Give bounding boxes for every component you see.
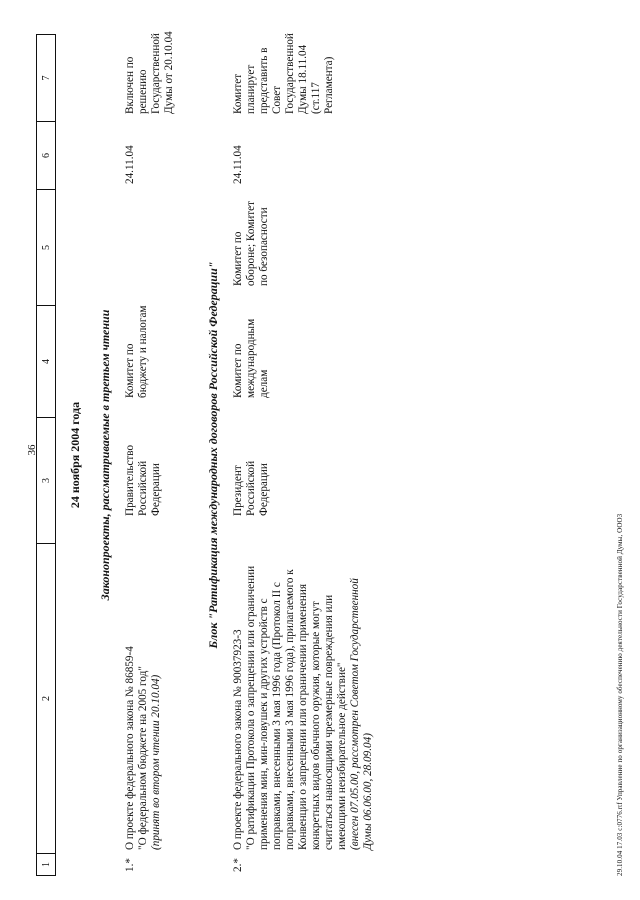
section-title-ratification: Блок "Ратификация международных договоров Российской Федерации" — [206, 261, 220, 649]
bill-line: О проекте федерального закона № 86859-4 — [124, 646, 136, 850]
bill-description — [124, 558, 163, 850]
row-number: 1.* — [124, 858, 136, 872]
bill-line: "О федеральном бюджете на 2005 год" — [137, 666, 149, 850]
co-committee: Комитет по обороне; Комитет по безопасности — [232, 200, 270, 286]
header-col-6: 6 — [37, 121, 55, 189]
remark: Комитет планирует представить в Совет Государственной Думы 18.11.04 (ст.117 Регламента) — [232, 33, 335, 114]
header-col-5: 5 — [37, 189, 55, 305]
header-col-7: 7 — [40, 75, 52, 81]
consideration-date: 24.11.04 — [232, 145, 244, 184]
bill-note: (принят во втором чтении 20.10.04) — [150, 674, 162, 850]
page-footer: 29.10.04 17.03 c:0776.rtf Управление по организационному обеспечению деятельности Государственной Думы, ООО3 — [616, 513, 624, 876]
date-heading: 24 ноября 2004 года — [68, 401, 82, 509]
bill-description — [232, 558, 375, 850]
bill-line: О проекте федерального закона № 90037923-3 — [232, 629, 244, 850]
responsible-committee: Комитет по бюджету и налогам — [124, 305, 149, 398]
header-col-2: 2 — [37, 543, 55, 853]
bill-line: "О ратификации Протокола о запрещении или ограничении применения мин, мин-ловушек и других устройств с поправками, внесенными 3 мая 1996 года (Протокол II с поправками, внесенными 3 мая 1996 года), прилагаемого к Конвенции о запрещении или ограничении применения конкретных видов обычного оружия, которые могут считаться наносящими чрезмерные повреждения или имеющими неизбирательное действие" — [245, 565, 348, 850]
initiator: Президент Российской Федерации — [232, 460, 270, 516]
page-number: 36 — [26, 444, 38, 456]
header-col-1: 1 — [37, 853, 55, 875]
row-number: 2.* — [232, 858, 244, 872]
section-title-third-reading: Законопроекты, рассматриваемые в третьем чтении — [98, 309, 112, 601]
responsible-committee: Комитет по международным делам — [232, 318, 270, 398]
initiator: Правительство Российской Федерации — [124, 444, 162, 516]
consideration-date: 24.11.04 — [124, 145, 136, 184]
header-col-4: 4 — [37, 305, 55, 417]
column-number-header — [36, 34, 56, 876]
bill-note: (внесен 07.05.00, рассмотрен Советом Государственной Думы 06.06.00, 28.09.04) — [349, 578, 374, 850]
header-col-3: 3 — [37, 417, 55, 543]
remark: Включен по решению Государственной Думы от 20.10.04 — [124, 31, 175, 114]
